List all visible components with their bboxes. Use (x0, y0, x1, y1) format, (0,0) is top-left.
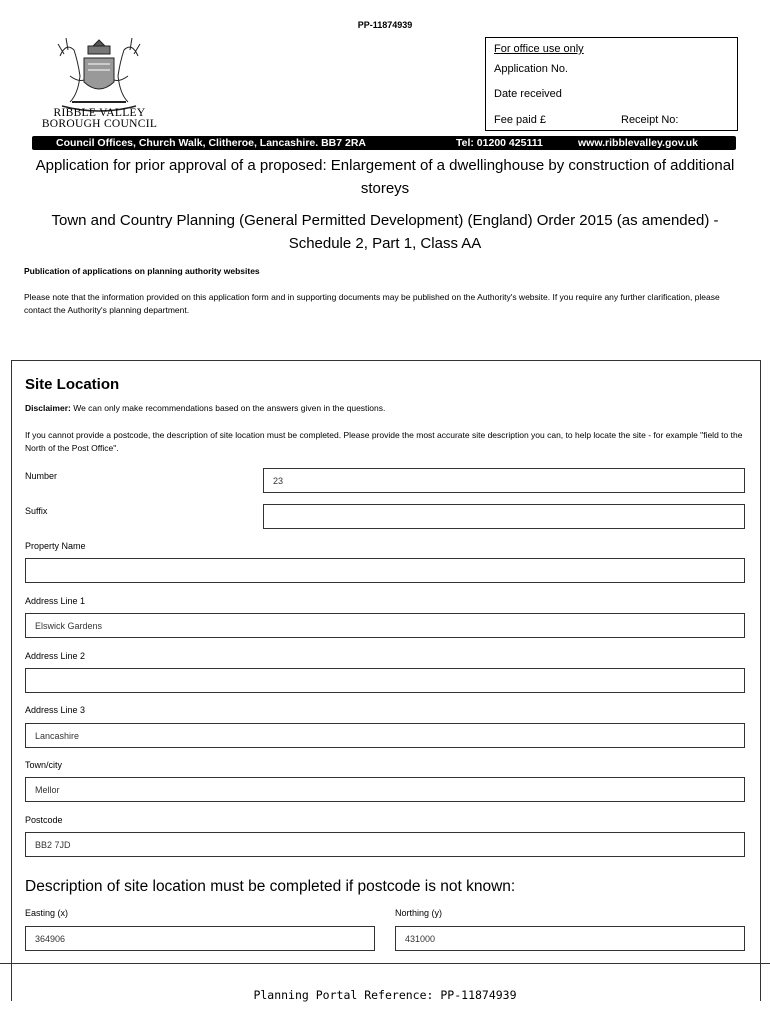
disclaimer-label: Disclaimer: (25, 403, 71, 413)
council-phone: Tel: 01200 425111 (456, 137, 543, 149)
number-field[interactable]: 23 (263, 468, 745, 493)
council-name (32, 108, 167, 130)
council-crest-logo (50, 36, 148, 112)
contact-bar (32, 136, 736, 150)
address-line3-field[interactable]: Lancashire (25, 723, 745, 748)
office-use-title: For office use only (494, 43, 584, 55)
reference-number: PP-11874939 (357, 20, 413, 30)
footer-divider (0, 963, 770, 964)
property-name-label: Property Name (25, 541, 86, 551)
footer-reference: Planning Portal Reference: PP-11874939 (253, 988, 517, 1002)
northing-field[interactable]: 431000 (395, 926, 745, 951)
easting-label: Easting (x) (25, 908, 69, 918)
form-legislation: Town and Country Planning (General Permitted Development) (England) Order 2015 (as amended) - Schedule 2, Part 1, Class AA (51, 212, 719, 252)
address-line3-label: Address Line 3 (25, 705, 86, 715)
form-title: Application for prior approval of a proposed: Enlargement of a dwellinghouse by construction of additional storeys (35, 157, 735, 197)
suffix-field[interactable] (263, 504, 745, 529)
description-title: Description of site location must be completed if postcode is not known: (25, 878, 516, 895)
town-field[interactable]: Mellor (25, 777, 745, 802)
disclaimer-text: We can only make recommendations based on the answers given in the questions. (70, 403, 386, 413)
postcode-info: If you cannot provide a postcode, the description of site location must be completed. Please provide the most accurate site description you can, to help locate the site - for example "field to the North of the Post Office". (25, 430, 743, 453)
address-line1-label: Address Line 1 (25, 596, 86, 606)
number-label: Number (25, 471, 58, 481)
application-no-label: Application No. (494, 63, 568, 75)
fee-paid-label: Fee paid £ (494, 114, 546, 126)
northing-label: Northing (y) (395, 908, 443, 918)
publication-title: Publication of applications on planning authority websites (24, 266, 260, 276)
disclaimer (25, 403, 385, 413)
easting-field[interactable]: 364906 (25, 926, 375, 951)
address-line1-field[interactable]: Elswick Gardens (25, 613, 745, 638)
postcode-label: Postcode (25, 815, 63, 825)
property-name-field[interactable] (25, 558, 745, 583)
council-name-line2: BOROUGH COUNCIL (41, 118, 158, 130)
date-received-label: Date received (494, 88, 562, 100)
town-label: Town/city (25, 760, 63, 770)
address-line2-field[interactable] (25, 668, 745, 693)
council-address: Council Offices, Church Walk, Clitheroe, Lancashire. BB7 2RA (56, 137, 367, 149)
council-name-line1: RIBBLE VALLEY (53, 107, 146, 119)
postcode-field[interactable]: BB2 7JD (25, 832, 745, 857)
receipt-no-label: Receipt No: (621, 114, 679, 126)
publication-text: Please note that the information provided on this application form and in supporting documents may be published on the Authority's website. If you require any further clarification, please contact the Authority's planning department. (24, 292, 720, 315)
council-website: www.ribblevalley.gov.uk (578, 137, 699, 149)
address-line2-label: Address Line 2 (25, 651, 86, 661)
office-use-box (485, 37, 738, 131)
section-title: Site Location (25, 376, 120, 393)
suffix-label: Suffix (25, 506, 48, 516)
